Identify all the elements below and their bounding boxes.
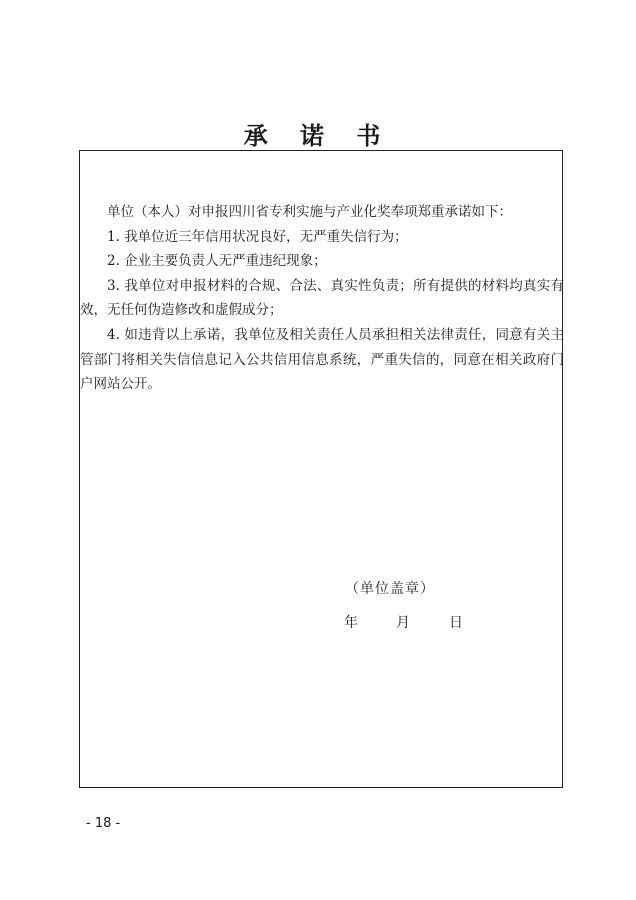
commitment-item-2: 2. 企业主要负责人无严重违纪现象； (107, 253, 327, 270)
date-day: 日 (449, 615, 463, 631)
date-year: 年 (344, 615, 358, 631)
page-number: - 18 - (86, 816, 121, 831)
intro-paragraph: 单位（本人）对申报四川省专利实施与产业化奖奉项郑重承诺如下： (107, 204, 512, 220)
commitment-item-4: 4. 如违背以上承诺，我单位及相关责任人员承担相关法律责任，同意有关主管部门将相关失信信息记入公共信用信息系统，严重失信的，同意在相关政府门户网站公开。 (80, 326, 564, 393)
commitment-item-3: 3. 我单位对申报材料的合规、合法、真实性负责；所有提供的材料均真实有效，无任何伪造修改和虚假成分； (80, 277, 564, 319)
commitment-item-1: 1. 我单位近三年信用状况良好，无严重失信行为； (107, 228, 408, 245)
page-title: 承 诺 书 (243, 121, 393, 150)
date-month: 月 (396, 615, 410, 631)
commitment-body (80, 200, 564, 397)
seal-label: （单位盖章） (345, 581, 435, 597)
